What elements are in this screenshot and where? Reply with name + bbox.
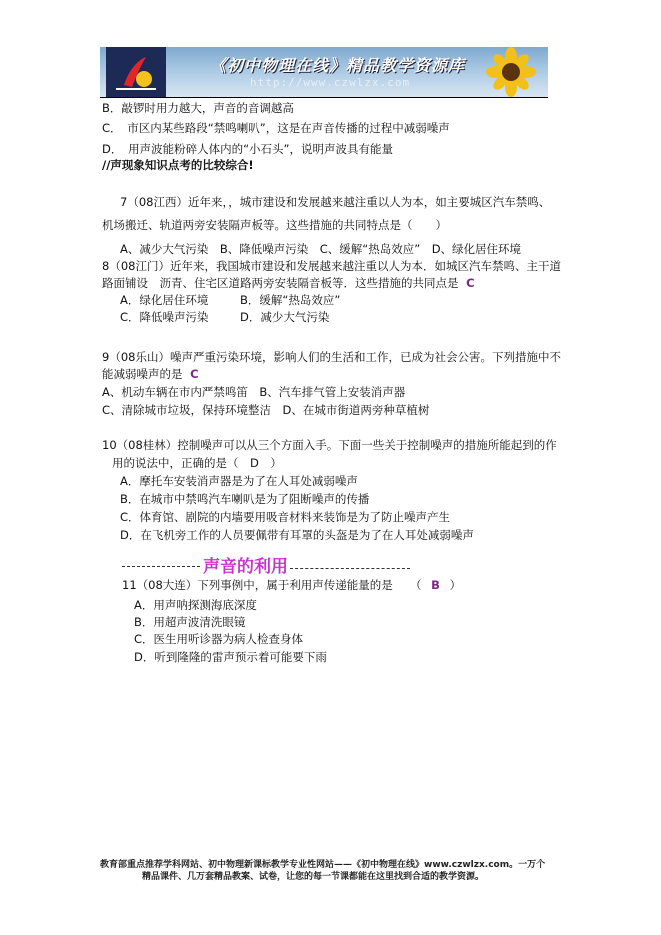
section-title: 声音的利用: [203, 557, 288, 577]
q11-option-c: C．医生用听诊器为病人检查身体: [134, 632, 304, 646]
banner-url: http://www.czwlzx.com: [250, 76, 411, 89]
q7-line-2: 机场搬迁、轨道两旁安装隔声板等。这些措施的共同特点是（ ）: [102, 218, 447, 232]
header-banner: [100, 47, 548, 98]
option-c-line: C． 市区内某些路段“禁鸣喇叭”，这是在声音传播的过程中减弱噪声: [102, 121, 450, 135]
q11-option-d: D．听到隆隆的雷声预示着可能要下雨: [134, 650, 327, 664]
q11-option-b: B．用超声波清洗眼镜: [134, 615, 246, 629]
q10-option-d: D．在飞机旁工作的人员要佩带有耳罩的头盔是为了在人耳处减弱噪声: [120, 528, 474, 542]
q8-text: 路面铺设 沥青、住宅区道路两旁安装隔音板等．这些措施的共同点是: [102, 276, 459, 290]
q10-option-c: C．体育馆、剧院的内墙要用吸音材料来装饰是为了防止噪声产生: [120, 510, 451, 524]
q7-options: A、减少大气污染 B、降低噪声污染 C、缓解“热岛效应” D、绿化居住环境: [120, 242, 522, 256]
q8-line-2: [102, 275, 475, 291]
option-d-line: D． 用声波能粉碎人体内的“小石头”，说明声波具有能量: [102, 142, 394, 156]
q8-option-b: B．缓解“热岛效应”: [240, 293, 341, 307]
option-b-line: B．敲锣时用力越大，声音的音调越高: [102, 101, 294, 115]
q8-option-a: A．绿化居住环境: [120, 293, 209, 307]
q11-line: [122, 577, 461, 593]
q10-option-a: A．摩托车安装消声器是为了在人耳处减弱噪声: [120, 474, 358, 488]
q8-option-c: C．降低噪声污染: [120, 310, 209, 324]
q9-options-1: A、机动车辆在市内严禁鸣笛 B、汽车排气管上安装消声器: [102, 385, 406, 399]
q11-close: ）: [449, 578, 462, 592]
section-heading: //声现象知识点考的比较综合!: [102, 158, 254, 172]
q9-text: 能减弱噪声的是: [102, 367, 183, 381]
section-divider-left: [122, 566, 200, 567]
q7-line-1: 7（08江西）近年来，，城市建设和发展越来越注重以人为本，如主要城区汽车禁鸣、: [120, 195, 551, 209]
site-logo-icon: [106, 47, 166, 97]
q9-line-1: 9（08乐山）噪声严重污染环境，影响人们的生活和工作，已成为社会公害。下列措施中不: [102, 350, 561, 364]
q9-line-2: [102, 366, 199, 382]
q11-answer: B: [431, 578, 440, 592]
q9-options-2: C、清除城市垃圾，保持环境整洁 D、在城市街道两旁种草植树: [102, 403, 430, 417]
q8-option-d: D．减少大气污染: [240, 310, 330, 324]
footer-line-1: 教育部重点推荐学科网站、初中物理新课标教学专业性网站——《初中物理在线》www.czwlzx.com。一万个: [100, 860, 546, 870]
q8-line-1: 8（08江门）近年来，我国城市建设和发展越来越注重以人为本．如城区汽车禁鸣、主干道: [102, 259, 561, 273]
q9-answer: C: [190, 367, 199, 381]
q10-line-2: 用的说法中，正确的是（ D ）: [112, 456, 282, 470]
section-divider-right: [290, 568, 410, 569]
q10-option-b: B．在城市中禁鸣汽车喇叭是为了阻断噪声的传播: [120, 492, 370, 506]
footer-line-2: 精品课件、几万套精品教案、试卷，让您的每一节课都能在这里找到合适的教学资源。: [142, 872, 485, 882]
q8-answer: C: [466, 276, 475, 290]
q11-option-a: A．用声呐探测海底深度: [134, 598, 257, 612]
sunflower-icon: [476, 47, 546, 97]
q11-text: 11（08大连）下列事例中，属于利用声传递能量的是 （: [122, 578, 422, 592]
q10-line-1: 10（08桂林）控制噪声可以从三个方面入手。下面一些关于控制噪声的措施所能起到的作: [102, 438, 557, 452]
banner-title: 《初中物理在线》精品教学资源库: [210, 56, 466, 75]
